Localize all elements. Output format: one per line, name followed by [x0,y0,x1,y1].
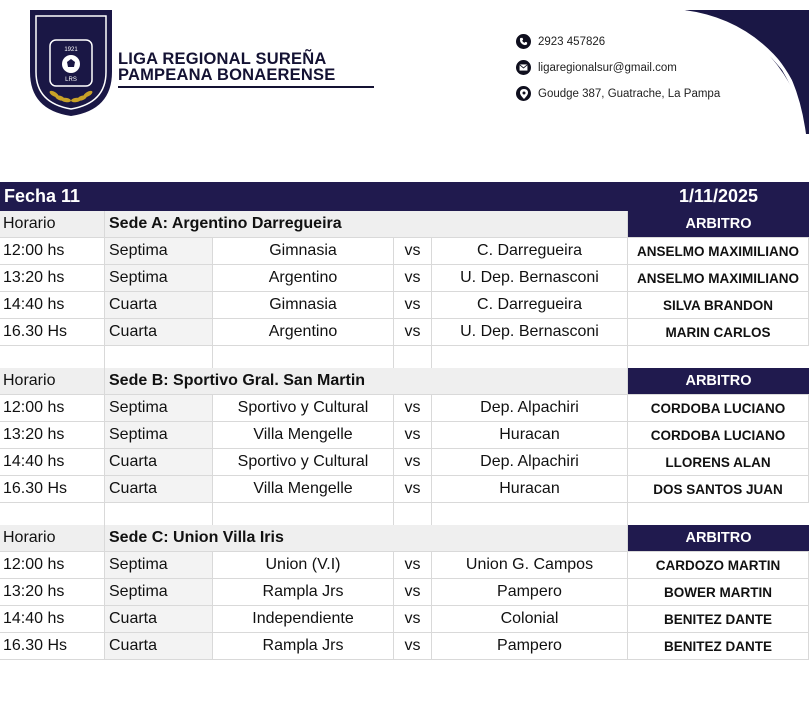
referee-name: BENITEZ DANTE [628,633,809,660]
home-team: Argentino [213,319,394,346]
vs-label: vs [394,292,432,319]
vs-label: vs [394,319,432,346]
vs-label: vs [394,238,432,265]
match-category: Cuarta [105,449,213,476]
sede-header-row [0,211,809,238]
referee-column-header: ARBITRO [628,368,809,395]
home-team: Villa Mengelle [213,476,394,503]
match-row [0,579,809,606]
match-time: 14:40 hs [0,606,105,633]
org-name-line1: LIGA REGIONAL SUREÑA [118,50,327,68]
referee-name: LLORENS ALAN [628,449,809,476]
match-time: 16.30 Hs [0,319,105,346]
match-time: 14:40 hs [0,292,105,319]
match-category: Septima [105,238,213,265]
match-category: Septima [105,395,213,422]
away-team: C. Darregueira [432,238,628,265]
league-logo [30,10,112,116]
time-column-header: Horario [0,368,105,395]
referee-name: CORDOBA LUCIANO [628,422,809,449]
match-time: 13:20 hs [0,422,105,449]
referee-name: MARIN CARLOS [628,319,809,346]
referee-name: BENITEZ DANTE [628,606,809,633]
contact-phone [516,34,605,49]
match-row [0,552,809,579]
match-time: 14:40 hs [0,449,105,476]
sede-header-row [0,525,809,552]
match-row [0,476,809,503]
vs-label: vs [394,633,432,660]
match-time: 13:20 hs [0,265,105,292]
away-team: U. Dep. Bernasconi [432,319,628,346]
organization-name [118,51,374,88]
logo-initials-text: LRS [65,77,77,83]
location-icon [516,86,531,101]
phone-text: 2923 457826 [538,35,606,48]
home-team: Gimnasia [213,238,394,265]
away-team: Huracan [432,476,628,503]
home-team: Argentino [213,265,394,292]
fixture-title: Fecha 11 [4,186,81,206]
vs-label: vs [394,422,432,449]
match-time: 12:00 hs [0,552,105,579]
match-row [0,422,809,449]
away-team: Pampero [432,579,628,606]
org-name-underline [118,86,374,88]
match-time: 16.30 Hs [0,476,105,503]
org-name-line2: PAMPEANA BONAERENSE [118,66,336,84]
away-team: Dep. Alpachiri [432,449,628,476]
logo-year-text: 1921 [64,47,78,53]
sede-name: Sede A: Argentino Darregueira [105,211,628,238]
home-team: Union (V.I) [213,552,394,579]
away-team: Huracan [432,422,628,449]
vs-label: vs [394,606,432,633]
home-team: Independiente [213,606,394,633]
home-team: Rampla Jrs [213,579,394,606]
away-team: Union G. Campos [432,552,628,579]
vs-label: vs [394,395,432,422]
contact-email [516,60,677,75]
phone-icon [516,34,531,49]
soccer-ball-icon [62,55,80,73]
match-row [0,238,809,265]
match-category: Septima [105,579,213,606]
match-category: Cuarta [105,606,213,633]
match-category: Septima [105,265,213,292]
match-row [0,449,809,476]
away-team: Pampero [432,633,628,660]
sede-header-row [0,368,809,395]
referee-column-header: ARBITRO [628,525,809,552]
away-team: U. Dep. Bernasconi [432,265,628,292]
address-text: Goudge 387, Guatrache, La Pampa [538,87,721,100]
referee-name: CORDOBA LUCIANO [628,395,809,422]
away-team: C. Darregueira [432,292,628,319]
home-team: Sportivo y Cultural [213,395,394,422]
referee-name: ANSELMO MAXIMILIANO [628,265,809,292]
referee-name: DOS SANTOS JUAN [628,476,809,503]
vs-label: vs [394,552,432,579]
match-row [0,633,809,660]
vs-label: vs [394,476,432,503]
sede-name: Sede B: Sportivo Gral. San Martin [105,368,628,395]
fixture-date: 1/11/2025 [678,186,759,206]
match-time: 16.30 Hs [0,633,105,660]
corner-swoosh [684,10,809,134]
match-category: Cuarta [105,476,213,503]
match-row [0,265,809,292]
match-row [0,395,809,422]
away-team: Dep. Alpachiri [432,395,628,422]
referee-column-header: ARBITRO [628,211,809,238]
away-team: Colonial [432,606,628,633]
match-time: 12:00 hs [0,395,105,422]
match-row [0,319,809,346]
match-time: 13:20 hs [0,579,105,606]
referee-name: ANSELMO MAXIMILIANO [628,238,809,265]
vs-label: vs [394,579,432,606]
home-team: Villa Mengelle [213,422,394,449]
home-team: Rampla Jrs [213,633,394,660]
time-column-header: Horario [0,211,105,238]
referee-name: CARDOZO MARTIN [628,552,809,579]
email-text: ligaregionalsur@gmail.com [538,61,677,74]
match-category: Septima [105,552,213,579]
match-row [0,606,809,633]
match-time: 12:00 hs [0,238,105,265]
sede-name: Sede C: Union Villa Iris [105,525,628,552]
match-row [0,292,809,319]
match-category: Cuarta [105,633,213,660]
referee-name: SILVA BRANDON [628,292,809,319]
match-category: Cuarta [105,319,213,346]
referee-name: BOWER MARTIN [628,579,809,606]
mail-icon [516,60,531,75]
fixture-title-row [0,182,809,211]
vs-label: vs [394,449,432,476]
match-category: Cuarta [105,292,213,319]
home-team: Sportivo y Cultural [213,449,394,476]
home-team: Gimnasia [213,292,394,319]
time-column-header: Horario [0,525,105,552]
vs-label: vs [394,265,432,292]
match-category: Septima [105,422,213,449]
